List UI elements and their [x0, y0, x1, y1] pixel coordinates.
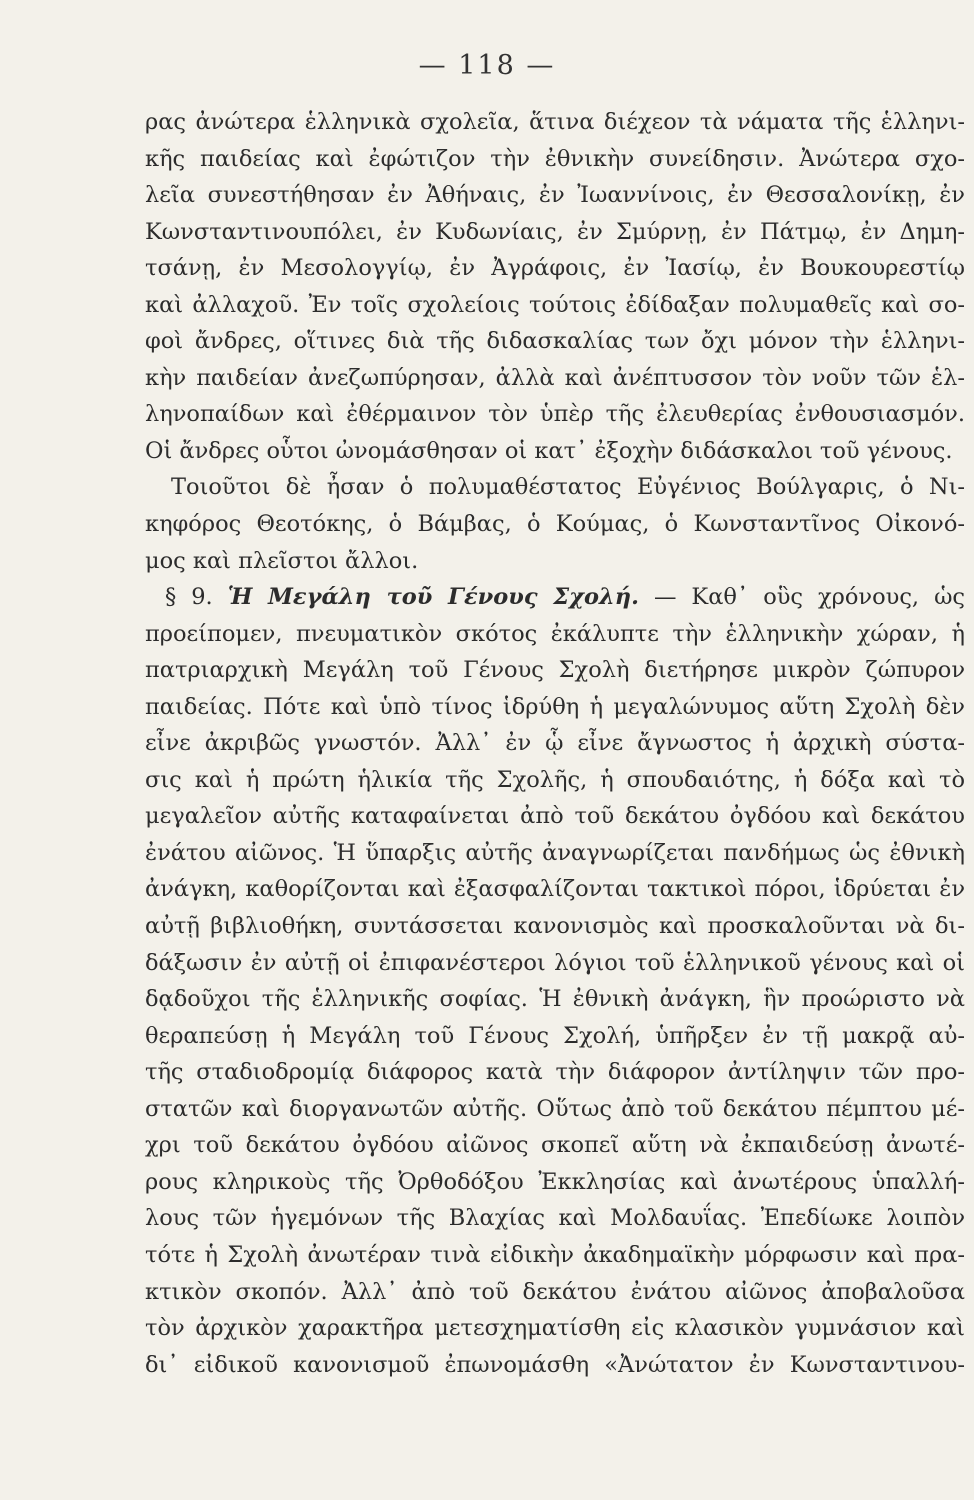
- text-line: λους τῶν ἡγεμόνων τῆς Βλαχίας καὶ Μολδαυΐας. Ἐπεδίωκε λοιπὸν: [145, 1205, 965, 1232]
- section-heading-line: [145, 579, 965, 616]
- text-line: αὐτῇ βιβλιοθήκη, συντάσσεται κανονισμὸς καὶ προσκαλοῦνται νὰ δι-: [145, 913, 965, 940]
- text-line: ρους κληρικοὺς τῆς Ὀρθοδόξου Ἐκκλησίας καὶ ἀνωτέρους ὑπαλλή-: [145, 1168, 965, 1195]
- section-title: Ἡ Μεγάλη τοῦ Γένους Σχολή.: [227, 584, 639, 611]
- text-line: λεῖα συνεστήθησαν ἐν Ἀθήναις, ἐν Ἰωαννίνοις, ἐν Θεσσαλονίκῃ, ἐν: [145, 182, 965, 209]
- text-line: καὶ ἀλλαχοῦ. Ἐν τοῖς σχολείοις τούτοις ἐδίδαξαν πολυμαθεῖς καὶ σο-: [145, 291, 965, 318]
- text-line: δάξωσιν ἐν αὐτῇ οἱ ἐπιφανέστεροι λόγιοι τοῦ ἑλληνικοῦ γένους καὶ οἱ: [145, 949, 965, 976]
- section-number: § 9.: [165, 584, 213, 611]
- text-line: κηφόρος Θεοτόκης, ὁ Βάμβας, ὁ Κούμας, ὁ Κωνσταντῖνος Οἰκονό-: [145, 511, 965, 538]
- text-line: μεγαλεῖον αὐτῆς καταφαίνεται ἀπὸ τοῦ δεκάτου ὀγδόου καὶ δεκάτου: [145, 803, 965, 830]
- text-line: τὸν ἀρχικὸν χαρακτῆρα μετεσχηματίσθη εἰς κλασικὸν γυμνάσιον καὶ: [145, 1315, 965, 1342]
- text-line: κὴν παιδείαν ἀνεζωπύρησαν, ἀλλὰ καὶ ἀνέπτυσσον τὸν νοῦν τῶν ἑλ-: [145, 364, 965, 391]
- text-line: δᾳδοῦχοι τῆς ἑλληνικῆς σοφίας. Ἡ ἐθνικὴ ἀνάγκη, ἣν προώριστο νὰ: [145, 986, 965, 1013]
- text-line: κῆς παιδείας καὶ ἐφώτιζον τὴν ἐθνικὴν συνείδησιν. Ἀνώτερα σχο-: [145, 145, 965, 172]
- text-line: τότε ἡ Σχολὴ ἀνωτέραν τινὰ εἰδικὴν ἀκαδημαϊκὴν μόρφωσιν καὶ πρα-: [145, 1241, 965, 1268]
- text-line: θεραπεύσῃ ἡ Μεγάλη τοῦ Γένους Σχολή, ὑπῆρξεν ἐν τῇ μακρᾷ αὐ-: [145, 1022, 965, 1049]
- text-line: Τοιοῦτοι δὲ ἦσαν ὁ πολυμαθέστατος Εὐγένιος Βούλγαρις, ὁ Νι-: [171, 474, 965, 501]
- section-lead-text: — Καθ᾽ οὓς χρόνους, ὡς: [653, 584, 966, 611]
- text-line: φοὶ ἄνδρες, οἵτινες διὰ τῆς διδασκαλίας των ὄχι μόνον τὴν ἑλληνι-: [145, 328, 965, 355]
- body-text: [145, 104, 965, 1383]
- text-line: κτικὸν σκοπόν. Ἀλλ᾽ ἀπὸ τοῦ δεκάτου ἐνάτου αἰῶνος ἀποβαλοῦσα: [145, 1278, 965, 1305]
- text-line: Κωνσταντινουπόλει, ἐν Κυδωνίαις, ἐν Σμύρνῃ, ἐν Πάτμῳ, ἐν Δημη-: [145, 218, 965, 245]
- text-line: δι᾽ εἰδικοῦ κανονισμοῦ ἐπωνομάσθη «Ἀνώτατον ἐν Κωνσταντινου-: [145, 1351, 965, 1378]
- text-line: Οἱ ἄνδρες οὗτοι ὠνομάσθησαν οἱ κατ᾽ ἐξοχὴν διδάσκαλοι τοῦ γένους.: [145, 437, 953, 464]
- text-line: τῆς σταδιοδρομίᾳ διάφορος κατὰ τὴν διάφορον ἀντίληψιν τῶν προ-: [145, 1059, 965, 1086]
- text-line: εἶνε ἀκριβῶς γνωστόν. Ἀλλ᾽ ἐν ᾧ εἶνε ἄγνωστος ἡ ἀρχικὴ σύστα-: [145, 730, 965, 757]
- text-line: πατριαρχικὴ Μεγάλη τοῦ Γένους Σχολὴ διετήρησε μικρὸν ζώπυρον: [145, 657, 965, 684]
- text-line: τσάνῃ, ἐν Μεσολογγίῳ, ἐν Ἀγράφοις, ἐν Ἰασίῳ, ἐν Βουκουρεστίῳ: [145, 255, 965, 282]
- text-line: προείπομεν, πνευματικὸν σκότος ἐκάλυπτε τὴν ἑλληνικὴν χώραν, ἡ: [145, 620, 965, 647]
- page-number: — 118 —: [418, 50, 556, 81]
- text-line: ἀνάγκη, καθορίζονται καὶ ἐξασφαλίζονται τακτικοὶ πόροι, ἱδρύεται ἐν: [145, 876, 965, 903]
- text-line: μος καὶ πλεῖστοι ἄλλοι.: [145, 547, 419, 574]
- text-line: ληνοπαίδων καὶ ἐθέρμαινον τὸν ὑπὲρ τῆς ἐλευθερίας ἐνθουσιασμόν.: [145, 401, 965, 428]
- text-line: σις καὶ ἡ πρώτη ἡλικία τῆς Σχολῆς, ἡ σπουδαιότης, ἡ δόξα καὶ τὸ: [145, 766, 965, 793]
- text-line: χρι τοῦ δεκάτου ὀγδόου αἰῶνος σκοπεῖ αὕτη νὰ ἐκπαιδεύσῃ ἀνωτέ-: [145, 1132, 965, 1159]
- text-line: ἐνάτου αἰῶνος. Ἡ ὕπαρξις αὐτῆς ἀναγνωρίζεται πανδήμως ὡς ἐθνικὴ: [145, 839, 965, 866]
- text-line: ρας ἀνώτερα ἑλληνικὰ σχολεῖα, ἅτινα διέχεον τὰ νάματα τῆς ἑλληνι-: [145, 109, 965, 135]
- text-line: στατῶν καὶ διοργανωτῶν αὐτῆς. Οὕτως ἀπὸ τοῦ δεκάτου πέμπτου μέ-: [145, 1095, 965, 1122]
- text-line: παιδείας. Πότε καὶ ὑπὸ τίνος ἱδρύθη ἡ μεγαλώνυμος αὕτη Σχολὴ δὲν: [145, 693, 965, 720]
